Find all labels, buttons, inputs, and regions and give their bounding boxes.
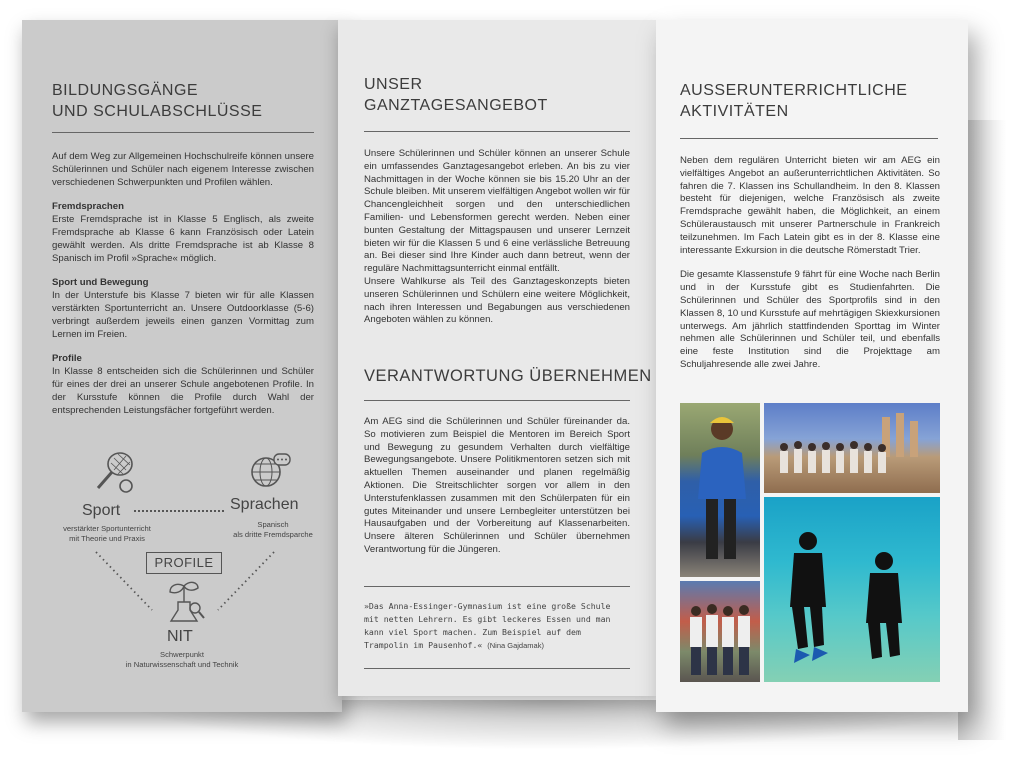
globe-chat-icon (248, 450, 292, 490)
divider (364, 586, 630, 587)
profile-sport-desc (42, 524, 172, 544)
panel-middle-title (364, 74, 548, 116)
panel-middle-body (364, 148, 630, 327)
panel-right-body (680, 155, 940, 372)
desc-line: Schwerpunkt (160, 650, 204, 659)
divider (364, 668, 630, 669)
aktivitaeten-text-1: Neben dem regulären Unterricht bieten wir am AEG ein vielfältiges Angebot an außerunterrichtlichen Aktivitäten. So fahren die 7. Klassen ins Schullandheim. In den 8. Klassen besteht für diejenigen, welche Französisch als zweite Fremdsprache gewählt haben, die Möglichkeit, an einem Schüleraustausch mit unserer Partnerschule in Frankreich teilzunehmen. Im Fach Latein gibt es in der 8. Klasse eine interessante Exkursion in die deutsche Römerstadt Trier. (680, 155, 940, 256)
quote-author: (Nina Gajdamak) (487, 641, 544, 650)
section-text: In Klasse 8 entscheiden sich die Schülerinnen und Schüler für eines der drei an unserer Schule angebotenen Profile. In der Kursstufe können die Profile durch Wahl der entsprechenden Leistungsfächer fortgeführt werden. (52, 366, 314, 416)
desc-line: als dritte Fremdsparche (233, 530, 313, 539)
divider (364, 400, 630, 401)
section-fremdsprachen (52, 201, 314, 265)
divider (52, 132, 314, 133)
ganztag-text: Unsere Schülerinnen und Schüler können an unserer Schule ein umfassendes Ganztagesangebot erleben. An bis zu vier Nachmittagen in der Woche können sie bis 15.20 Uhr an der Schule bleiben. Mit unserem vielfältigen Angebot wollen wir für Chancengleichheit sorgen und den unterschiedlichen Familien- und Lebensformen gerecht werden. Neben einer bunten Gestaltung der Mittagspausen und unserer Lernzeit bieten wir für die Klassen 5 und 6 eine verlässliche Betreuung an. Bei dieser sind Ihre Kinder auch dann betreut, wenn der reguläre Nachmittagsunterricht einmal entfällt. (364, 148, 630, 275)
profile-center-box: PROFILE (146, 552, 222, 574)
divider (680, 138, 938, 139)
desc-line: mit Theorie und Praxis (69, 534, 145, 543)
photo-students-group (680, 581, 760, 682)
panel-middle-title2: VERANTWORTUNG ÜBERNEHMEN (364, 367, 652, 385)
photo-climbing (680, 403, 760, 577)
photo-scuba-diving (764, 497, 940, 682)
plant-flask-icon (164, 580, 206, 624)
title-line: UND SCHULABSCHLÜSSE (52, 103, 263, 120)
desc-line: Spanisch (257, 520, 289, 529)
title-line: AUSSERUNTERRICHTLICHE (680, 82, 908, 99)
student-quote (364, 600, 630, 652)
tennis-icon (92, 450, 136, 496)
section-heading: Sport und Bewegung (52, 277, 149, 289)
title-line: GANZTAGESANGEBOT (364, 97, 548, 114)
profile-sprachen-label: Sprachen (230, 496, 299, 513)
panel-right-title (680, 80, 907, 122)
panel-left-body (52, 151, 314, 429)
connector-dots (134, 510, 224, 512)
section-sport (52, 277, 314, 341)
title-line: UNSER (364, 76, 423, 93)
title-line: AKTIVITÄTEN (680, 103, 789, 120)
desc-line: in Naturwissenschaft und Technik (125, 660, 239, 669)
panel-bildungsgaenge (22, 20, 342, 712)
divider (364, 131, 630, 132)
profile-nit-desc (92, 650, 272, 670)
section-text: Erste Fremdsprache ist in Klasse 5 Englisch, als zweite Fremdsprache ab Klasse 6 kann Französisch oder Latein gewählt werden. Als dritte Fremdsprache ist ab Klasse 8 Spanisch im Profil »Sprache« möglich. (52, 214, 314, 264)
section-text: In der Unterstufe bis Klasse 7 bieten wir für alle Klassen verstärkten Sportunterricht an. Unsere Outdoorklasse (5-6) verbringt außerdem jeweils einen ganzen Vormittag zum Lernen im Freien. (52, 290, 314, 340)
panel-left-title (52, 80, 262, 122)
section-heading: Fremdsprachen (52, 201, 124, 213)
profile-nit-label: NIT (167, 628, 193, 645)
wahlkurse-text: Unsere Wahlkurse als Teil des Ganztageskonzepts bieten unseren Schülerinnen und Schülern eine weitere Möglichkeit, nach ihren Interessen und Begabungen aus verschiedenen Angeboten wählen zu können. (364, 275, 630, 326)
quote-text: »Das Anna-Essinger-Gymnasium ist eine große Schule mit netten Lehrern. Es gibt leckeres Essen und man kann viel Sport machen. Zum Beispiel auf dem Trampolin im Pausenhof.« (364, 601, 611, 650)
intro-text: Auf dem Weg zur Allgemeinen Hochschulreife können unsere Schülerinnen und Schüler nach eigenem Interesse zwischen verschiedenen Schwerpunkten und Profilen wählen. (52, 151, 314, 188)
aktivitaeten-text-2: Die gesamte Klassenstufe 9 fährt für eine Woche nach Berlin und in der Kursstufe gibt es Studienfahrten. Die Schülerinnen und Schüler des Sportprofils sind in den Klassen 8, 10 und Kursstufe auf mehrtägigen Skiexkursionen unterwegs. Am jährlich stattfindenden Sporttag im Winter nehmen alle Schülerinnen und Schüler teil, und ebenfalls eine feste Institution sind die Projekttage am Schuljahresende alle zwei Jahre. (680, 269, 940, 370)
section-profile (52, 353, 314, 417)
panel-ganztagesangebot (338, 20, 660, 696)
photo-class-trip (764, 403, 940, 493)
title-line: BILDUNGSGÄNGE (52, 82, 199, 99)
verantwortung-text: Am AEG sind die Schülerinnen und Schüler füreinander da. So motivieren zum Beispiel die Mentoren im Bereich Sport und Bewegung zu gesundem Verhalten durch vielfältige Bewegungsangebote. Unsere Politikmentoren setzen sich mit aktuellen Themen auseinander und planen regelmäßig Aktionen. Die Streitschlichter sorgen vor allem in den Unterstufenklassen zusammen mit den Schülerpaten für ein gutes Miteinander und unsere Lernbegleiter unterstützen bei Hausaufgaben und der Vorbereitung auf Klassenarbeiten. Unsere älteren Schülerinnen und Schüler übernehmen Verantwortung für die Jüngeren. (364, 416, 630, 555)
profile-sport-label: Sport (82, 502, 121, 519)
profile-sprachen-desc (218, 520, 328, 540)
desc-line: verstärkter Sportunterricht (63, 524, 151, 533)
section-heading: Profile (52, 353, 82, 365)
panel-aktivitaeten (656, 20, 968, 712)
